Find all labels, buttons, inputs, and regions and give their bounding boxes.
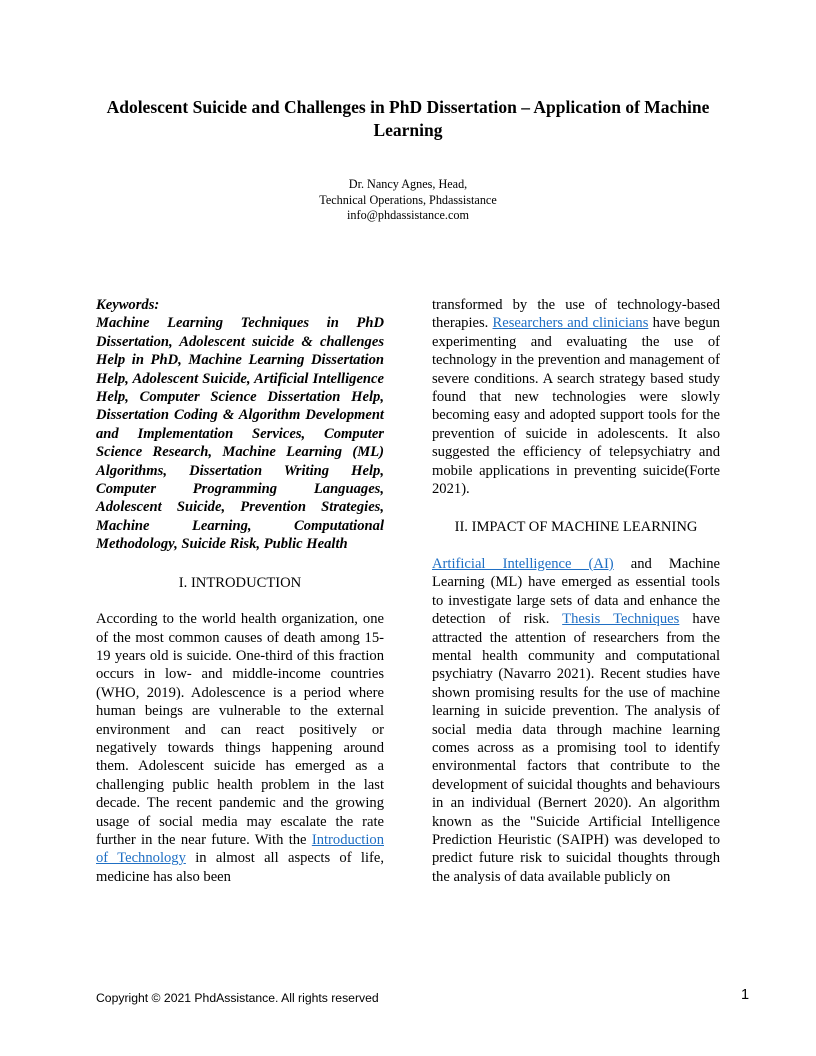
artificial-intelligence-link[interactable]: Artificial Intelligence (AI)	[432, 555, 614, 572]
paper-title: Adolescent Suicide and Challenges in PhD Dissertation – Application of Machine Learning	[106, 97, 710, 140]
impact-paragraph	[432, 555, 720, 886]
right-column	[432, 296, 720, 886]
introduction-paragraph	[96, 610, 384, 886]
right-text-1: transformed by the use of technology-based therapies.	[432, 297, 720, 332]
copyright-footer: Copyright © 2021 PhdAssistance. All rights reserved	[96, 991, 379, 1005]
technology-paragraph	[432, 296, 720, 498]
author-name: Dr. Nancy Agnes, Head,	[348, 177, 468, 191]
keywords-text: Machine Learning Techniques in PhD Dissertation, Adolescent suicide & challenges Help in PhD, Machine Learning Dissertation Help, Adolescent Suicide, Artificial Intelligence Help, Computer Science Dissertation Help, Dissertation Coding & Algorithm Development and Implementation Services, Computer Science Research, Machine Learning (ML) Algorithms, Dissertation Writing Help, Computer Programming Languages, Adolescent Suicide, Prevention Strategies, Machine Learning, Computational Methodology, Suicide Risk, Public Health	[96, 315, 384, 553]
researchers-clinicians-link[interactable]: Researchers and clinicians	[492, 315, 649, 332]
keywords-heading: Keywords:	[96, 297, 160, 313]
impact-text-1: and Machine Learning (ML) have emerged as essential tools to investigate large sets of data and enhance the detection of risk.	[432, 555, 720, 628]
author-email[interactable]: info@phdassistance.com	[347, 208, 469, 222]
introduction-of-technology-link[interactable]: Introduction of Technology	[96, 831, 384, 867]
section-heading-introduction: I. INTRODUCTION	[178, 574, 302, 591]
intro-text-1: According to the world health organization, one of the most common causes of death among 15-19 years old is suicide. One-third of this fraction occurs in low- and middle-income countries (WHO, 2019). Adolescence is a period where human beings are vulnerable to the external environment and can react positively or negatively towards things happening around them. Adolescent suicide has emerged as a challenging public health problem in the last decade. The recent pandemic and the growing usage of social media may escalate the rate further in the near future. With the	[96, 611, 384, 848]
thesis-techniques-link[interactable]: Thesis Techniques	[562, 611, 680, 628]
page-number: 1	[741, 987, 750, 1003]
intro-text-2: in almost all aspects of life, medicine has also been	[96, 850, 384, 885]
author-block	[96, 177, 720, 224]
author-affiliation: Technical Operations, Phdassistance	[319, 192, 497, 207]
right-text-2: have begun experimenting and evaluating the use of technology in the prevention and management of severe conditions. A search strategy based study found that new technologies were slowly becoming easy and adopted support tools for the prevention of suicide in adolescents. It also suggested the efficiency of telepsychiatry and mobile applications in preventing suicide(Forte 2021).	[432, 315, 720, 498]
left-column	[96, 296, 384, 886]
impact-text-2: have attracted the attention of researchers from the mental health community and computational psychiatry (Navarro 2021). Recent studies have shown promising results for the use of machine learning in suicide prevention. The analysis of social media data through machine learning comes across as a promising tool to identify environmental factors that contribute to the development of suicidal thoughts and behaviours in an individual (Bernert 2020). An algorithm known as the "Suicide Artificial Intelligence Prediction Heuristic (SAIPH) was developed to predict future risk to suicidal thoughts through the analysis of data available publicly on	[432, 611, 720, 885]
section-heading-impact: II. IMPACT OF MACHINE LEARNING	[454, 519, 698, 536]
